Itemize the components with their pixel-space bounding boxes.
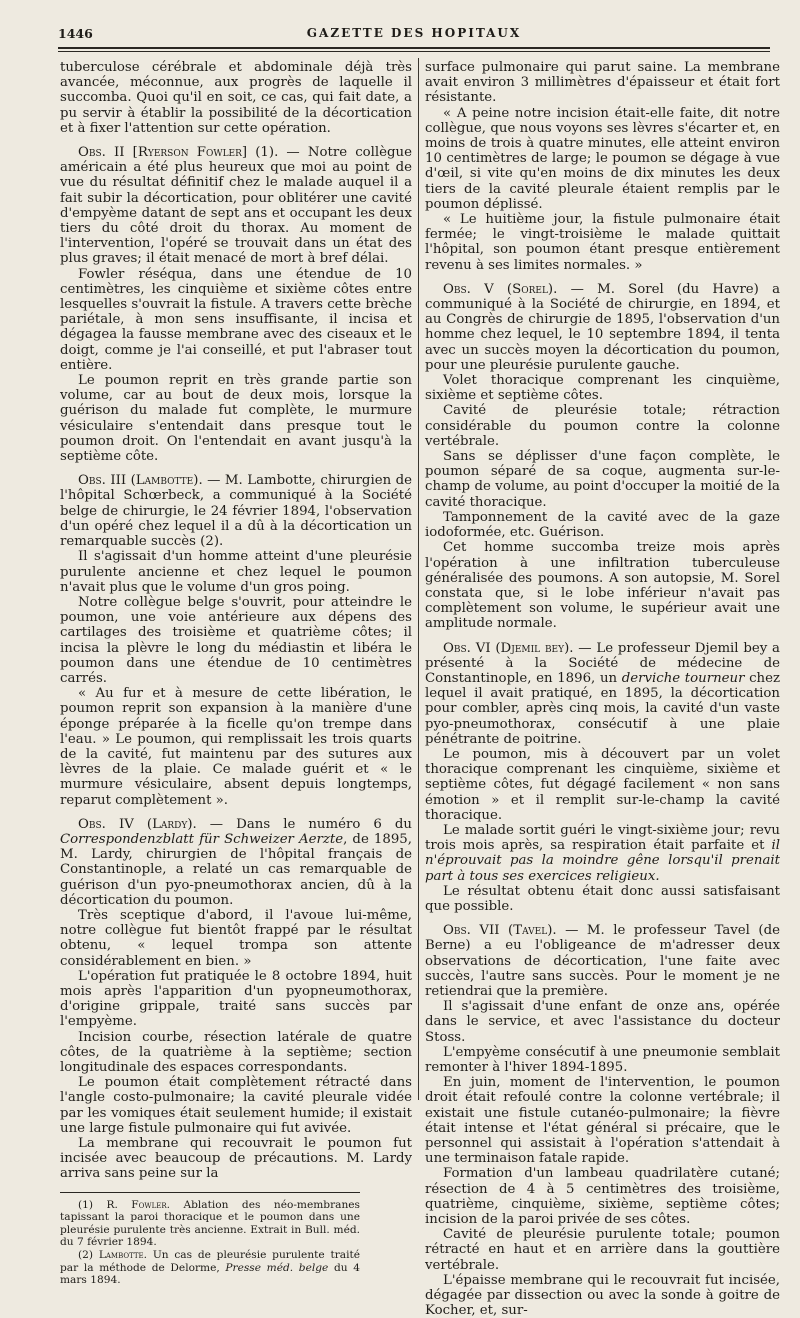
observation-5 — [425, 282, 780, 373]
right-column — [425, 60, 780, 1318]
paragraph: « A peine notre incision était-elle faite, dit notre collègue, que nous voyons ses lèvres s'écarter et, en moins de trois à quatre minutes, elle atteint environ 10 centimètres de large; le poumon se dégage à vue d'œil, si vite qu'en moins de dix minutes les deux tiers de la cavité pleurale étaient remplis par le poumon déplissé. — [425, 105, 780, 212]
observation-text: , de 1895, M. Lardy, chirurgien de l'hôpital français de Constantinople, a relaté un cas remarquable de guérison d'un pyo-pneumothorax ancien, dû à la décortication du poumon. — [60, 831, 412, 908]
paragraph: En juin, moment de l'intervention, le poumon droit était refoulé contre la colonne vertébrale; il existait une fistule cutanéo-pulmonaire; la fièvre était intense et l'état général si précaire, que le personnel qui assistait à l'opération s'attendait à une terminaison fatale rapide. — [425, 1075, 780, 1167]
journal-citation: Presse méd. belge — [225, 1261, 329, 1274]
footnote-author: R. Fowler. — [106, 1198, 170, 1211]
header-rule — [58, 47, 770, 49]
paragraph: Il s'agissait d'un homme atteint d'une pleurésie purulente ancienne et chez lequel le poumon n'avait plus que le volume d'un gros poing. — [60, 549, 412, 595]
footnote-2: (2) Lambotte. Un cas de pleurésie purulente traité par la méthode de Delorme, Presse méd. belge du 4 mars 1894. — [60, 1249, 361, 1287]
observation-2 — [60, 145, 412, 267]
paragraph: Le résultat obtenu était donc aussi satisfaisant que possible. — [425, 883, 780, 914]
paragraph: La membrane qui recouvrait le poumon fut incisée avec beaucoup de précautions. M. Lardy arriva sans peine sur la — [60, 1136, 412, 1182]
paragraph: Très sceptique d'abord, il l'avoue lui-même, notre collègue fut bientôt frappé par le résultat obtenu, « lequel trompa son attente considérablement en bien. » — [60, 907, 412, 969]
paragraph: Formation d'un lambeau quadrilatère cutané; résection de 4 à 5 centimètres des troisième, quatrième, cinquième, sixième, septième côtes; incision de la paroi privée de ses côtes. — [425, 1166, 780, 1228]
paragraph: Le malade sortit guéri le vingt-sixième jour; revu trois mois après, sa respiration était parfaite et il n'éprouvait pas la moindre gêne lorsqu'il prenait part à tous ses exercices religieux. — [425, 822, 780, 884]
observation-text: — Notre collègue américain a été plus heureux que moi au point de vue du résultat définitif chez le malade auquel il a fait subir la décortication, pour oblitérer une cavité d'empyème datant de sept ans et occupant les deux tiers du côté droit du thorax. Au moment de l'intervention, l'opéré se trouvait dans un état des plus graves; il était menacé de mort à bref délai. — [60, 145, 412, 267]
paragraph: Il s'agissait d'une enfant de onze ans, opérée dans le service, et avec l'assistance du docteur Stoss. — [425, 999, 780, 1045]
paragraph: Cavité de pleurésie purulente totale; poumon rétracté en haut et en arrière dans la gouttière vertébrale. — [425, 1227, 780, 1273]
paragraph: « Le huitième jour, la fistule pulmonaire était fermée; le vingt-troisième le malade quittait l'hôpital, son poumon étant presque entièrement revenu à ses limites normales. » — [425, 212, 780, 273]
paragraph: Incision courbe, résection latérale de quatre côtes, de la quatrième à la septième; section longitudinale des espaces correspondants. — [60, 1029, 412, 1075]
paragraph: L'opération fut pratiquée le 8 octobre 1894, huit mois après l'apparition d'un pyopneumothorax, d'origine grippale, traité sans succès par l'empyème. — [60, 968, 412, 1030]
footnote-text: Un cas de pleurésie purulente traité par la méthode de Delorme, — [60, 1249, 361, 1274]
footnotes — [60, 1192, 360, 1287]
observation-text: — Dans le numéro 6 du — [196, 816, 412, 832]
left-column — [60, 60, 412, 1287]
paragraph: Le poumon reprit en très grande partie son volume, car au bout de deux mois, lorsque la guérison du malade fut complète, le murmure vésiculaire s'entendait dans presque tout le poumon droit. On l'entendait en avant jusqu'à la septième côte. — [60, 373, 412, 465]
paragraph: Cet homme succomba treize mois après l'opération à une infiltration tuberculeuse généralisée des poumons. A son autopsie, M. Sorel constata que, si le lobe inférieur n'avait pas complètement son volume, le supérieur avait une amplitude normale. — [425, 540, 780, 632]
observation-3 — [60, 473, 412, 549]
paragraph: L'épaisse membrane qui le recouvrait fut incisée, dégagée par dissection ou avec la sonde à goitre de Kocher, et, sur- — [425, 1272, 780, 1318]
paragraph: « Au fur et à mesure de cette libération, le poumon reprit son expansion à la manière d'une éponge préparée à la ficelle qu'on trempe dans l'eau. » Le poumon, qui remplissait les trois quarts de la cavité, fut maintenu par des sutures aux lèvres de la plaie. Ce malade guérit et « le murmure vésiculaire, absent depuis longtemps, reparut complètement ». — [60, 686, 412, 808]
footnote-1: (1) R. Fowler. Ablation des néo-membranes tapissant la paroi thoracique et le poumon dans une pleurésie purulente très ancienne. Extrait in Bull. méd. du 7 février 1894. — [60, 1198, 360, 1249]
observation-text: — M. Sorel (du Havre) a communiqué à la Société de chirurgie, en 1894, et au Congrès de chirurgie de 1895, l'observation d'un homme chez lequel, le 10 septembre 1894, il tenta avec un succès moyen la décortication du poumon, pour une pleurésie purulente gauche. — [425, 281, 780, 373]
journal-title: GAZETTE DES HOPITAUX — [306, 26, 522, 40]
paragraph: Volet thoracique comprenant les cinquième, sixième et septième côtes. — [425, 373, 780, 404]
page-header — [58, 22, 770, 44]
observation-heading: Obs. V (Sorel). — [443, 281, 558, 297]
page-number: 1446 — [58, 25, 93, 41]
footnote-author: Lambotte. — [98, 1249, 148, 1261]
paragraph: Sans se déplisser d'une façon complète, le poumon séparé de sa coque, augmenta sur-le-champ de volume, au point d'occuper la moitié de la cavité thoracique. — [425, 449, 780, 510]
column-divider — [418, 58, 419, 1100]
paragraph: Le poumon était complètement rétracté dans l'angle costo-pulmonaire; la cavité pleurale vidée par les vomiques était seulement humide; il existait une large fistule pulmonaire qui fut avivée. — [60, 1075, 412, 1136]
observation-text: — Le professeur Djemil bey a présenté à la Société de médecine de Constantinople, en 1896, un — [425, 640, 780, 686]
observation-heading: Obs. II [Ryerson Fowler] (1). — [78, 145, 279, 161]
paragraph: Notre collègue belge s'ouvrit, pour atteindre le poumon, une voie antérieure aux dépens des cartilages des troisième et quatrième côtes; il incisa la plèvre le long du médiastin et libéra le poumon dans une étendue de 10 centimètres carrés. — [60, 594, 412, 686]
observation-7 — [425, 923, 780, 999]
paragraph: Tamponnement de la cavité avec de la gaze iodoformée, etc. Guérison. — [425, 509, 780, 541]
header-rule-thin — [58, 51, 770, 52]
observation-heading: Obs. VI (Djemil bey). — [443, 640, 574, 656]
observation-heading: Obs. III (Lambotte). — [78, 473, 203, 489]
italic-quote: il n'éprouvait pas la moindre gêne lorsqu'il prenait part à tous ses exercices religieux. — [425, 838, 780, 884]
paragraph: tuberculose cérébrale et abdominale déjà très avancée, méconnue, aux progrès de laquelle il succomba. Quoi qu'il en soit, ce cas, qui fait date, a pu servir à établir la possibilité de la décortication et à fixer l'attention sur cette opération. — [60, 60, 412, 136]
italic-term: derviche tourneur — [621, 670, 745, 686]
observation-text: chez lequel il avait pratiqué, en 1895, la décortication pour combler, après cinq mois, la cavité d'un vaste pyo-pneumothorax, consécutif à une plaie pénétrante de poitrine. — [425, 670, 780, 747]
paragraph: Le poumon, mis à découvert par un volet thoracique comprenant les cinquième, sixième et septième côtes, fut dégagé facilement « non sans émotion » et il remplit sur-le-champ la cavité thoracique. — [425, 746, 780, 823]
paragraph: Fowler réséqua, dans une étendue de 10 centimètres, les cinquième et sixième côtes entre lesquelles s'ouvrait la fistule. A travers cette brèche pariétale, à mon sens insuffisante, il incisa et dégagea la fausse membrane avec des ciseaux et le doigt, comme je l'ai conseillé, et put l'abraser tout entière. — [60, 266, 412, 373]
observation-6 — [425, 641, 780, 747]
observation-heading: Obs. IV (Lardy). — [78, 816, 197, 832]
footnote-text: du 4 mars 1894. — [60, 1261, 360, 1287]
paragraph: L'empyème consécutif à une pneumonie semblait remonter à l'hiver 1894-1895. — [425, 1044, 780, 1075]
paragraph: Cavité de pleurésie totale; rétraction considérable du poumon contre la colonne vertébrale. — [425, 403, 780, 449]
observation-4 — [60, 817, 412, 908]
observation-text: — M. le professeur Tavel (de Berne) a eu l'obligeance de m'adresser deux observations de décortication, l'une faite avec succès, l'autre sans succès. Pour le moment je ne retiendrai que la première. — [425, 923, 780, 999]
observation-heading: Obs. VII (Tavel). — [443, 923, 557, 939]
paragraph: surface pulmonaire qui parut saine. La membrane avait environ 3 millimètres d'épaisseur et était fort résistante. — [425, 60, 780, 106]
observation-text: — M. Lambotte, chirurgien de l'hôpital Schœrbeck, a communiqué à la Société belge de chirurgie, le 24 février 1894, l'observation d'un opéré chez lequel il a dû à la décortication un remarquable succès (2). — [60, 473, 412, 550]
footnote-text: Ablation des néo-membranes tapissant la paroi thoracique et le poumon dans une pleurésie purulente très ancienne. Extrait in Bull. méd. du 7 février 1894. — [60, 1198, 360, 1249]
journal-citation: Correspondenzblatt für Schweizer Aerzte — [60, 831, 344, 847]
